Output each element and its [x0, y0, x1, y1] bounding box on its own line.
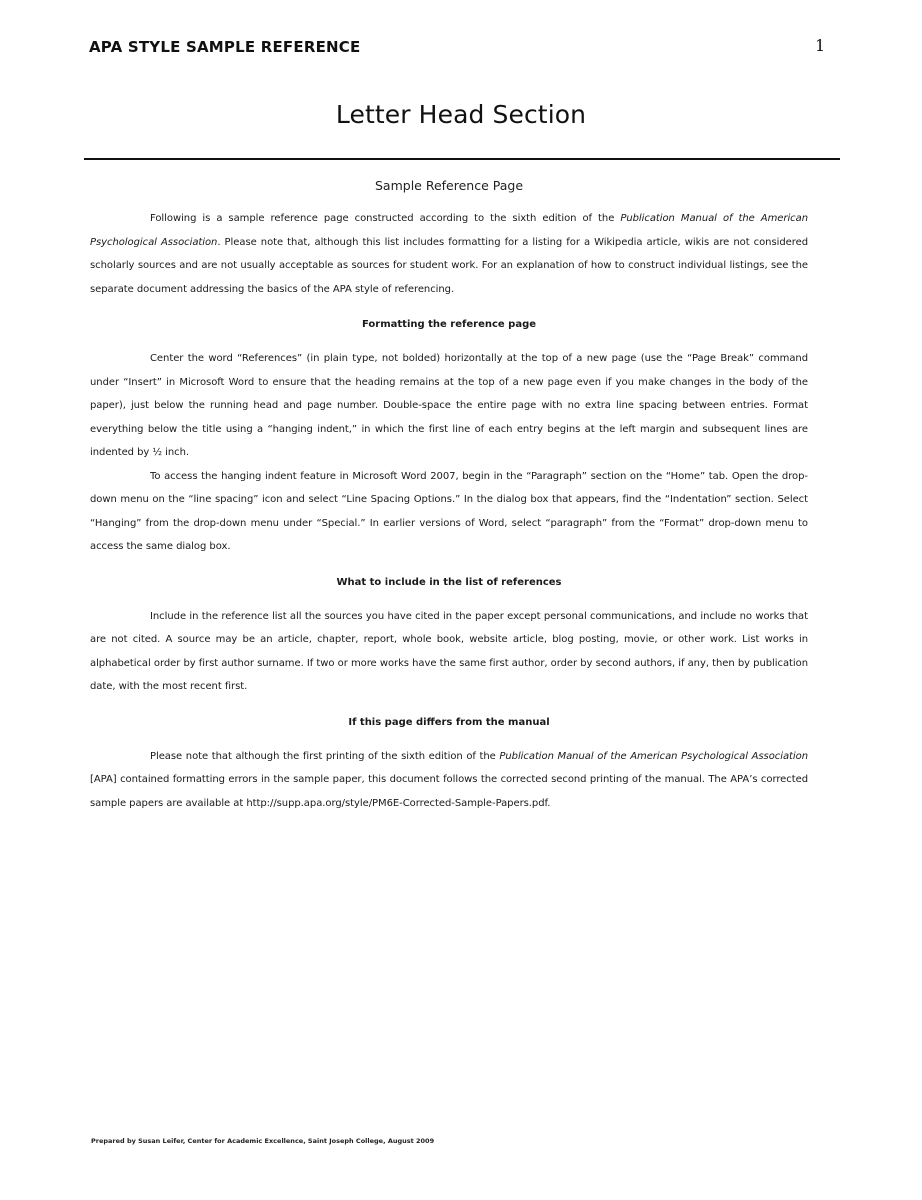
running-head: APA STYLE SAMPLE REFERENCE: [89, 38, 361, 56]
intro-paragraph: [90, 207, 808, 301]
intro-text-1: Following is a sample reference page constructed according to the sixth edition of the: [150, 213, 621, 224]
section-heading-formatting: Formatting the reference page: [361, 319, 537, 330]
differs-text-2: [APA] contained formatting errors in the sample paper, this document follows the corrected second printing of the manual. The APA’s corrected sample papers are available at http://supp.apa.org/style/PM6E-Corrected-Sample-Papers.pdf.: [90, 774, 808, 809]
differs-paragraph: [90, 745, 808, 816]
intro-text-2: . Please note that, although this list includes formatting for a listing for a Wikipedia article, wikis are not considered scholarly sources and are not usually acceptable as sources for student work. For an explanation of how to construct individual listings, see the separate document addressing the basics of the APA style of referencing.: [90, 236, 808, 295]
differs-italic-title: Publication Manual of the American Psychological Association: [499, 750, 808, 762]
page-number: 1: [815, 36, 826, 55]
formatting-paragraph-1: Center the word “References” (in plain type, not bolded) horizontally at the top of a new page (use the “Page Break” command under “Insert” in Microsoft Word to ensure that the heading remains at the top of a new page even if you make changes in the body of the paper), just below the running head and page number. Double-space the entire page with no extra line spacing between entries. Format everything below the title using a “hanging indent,” in which the first line of each entry begins at the left margin and subsequent lines are indented by ½ inch.: [90, 353, 808, 458]
page-title: Sample Reference Page: [374, 178, 524, 193]
include-paragraph: Include in the reference list all the sources you have cited in the paper except personal communications, and include no works that are not cited. A source may be an article, chapter, report, whole book, website article, blog posting, movie, or other work. List works in alphabetical order by first author surname. If two or more works have the same first author, order by second authors, if any, then by publication date, with the most recent first.: [90, 610, 808, 692]
formatting-paragraph-2: To access the hanging indent feature in Microsoft Word 2007, begin in the “Paragraph” section on the “Home” tab. Open the drop-down menu on the “line spacing” icon and select “Line Spacing Options.” In the dialog box that appears, find the “Indentation” section. Select “Hanging” from the drop-down menu under “Special.” In earlier versions of Word, select “paragraph” from the “Format” drop-down menu to access the same dialog box.: [90, 470, 808, 552]
document-body: [90, 178, 808, 815]
differs-text-1: Please note that although the first printing of the sixth edition of the: [150, 750, 500, 762]
section-heading-what-to-include: What to include in the list of references: [336, 576, 562, 588]
letterhead-title: Letter Head Section: [335, 100, 587, 129]
footer-credit: Prepared by Susan Leifer, Center for Academic Excellence, Saint Joseph College, August 2009: [91, 1137, 435, 1145]
section-heading-differs: If this page differs from the manual: [348, 716, 550, 728]
intro-italic-title: Publication Manual of the American Psychological Association: [90, 213, 808, 248]
letterhead-divider: [84, 158, 840, 160]
